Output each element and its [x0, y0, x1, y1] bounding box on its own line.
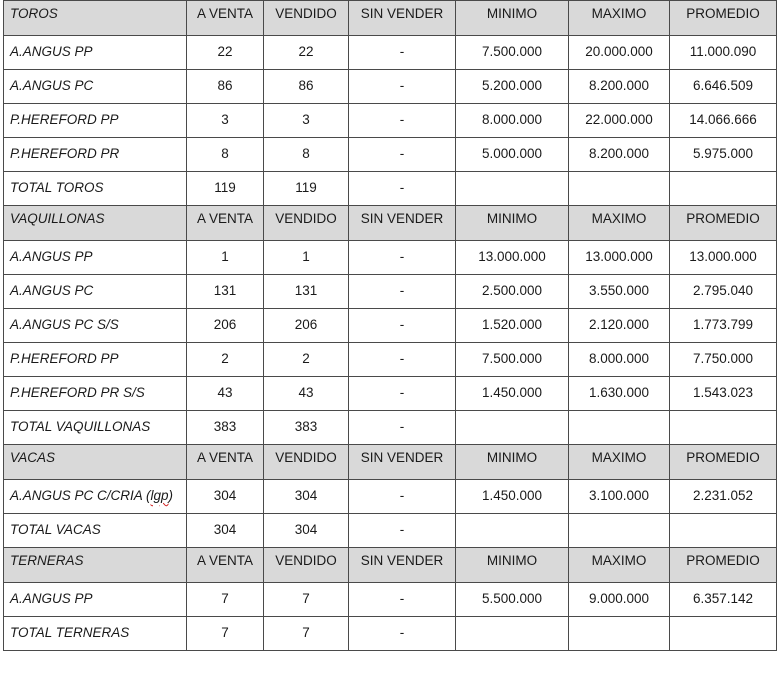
total-row-terneras	[4, 617, 777, 651]
col-header-sin-vender: SIN VENDER	[349, 548, 456, 583]
total-a-venta: 304	[187, 514, 264, 548]
sin-vender-cell: -	[349, 275, 456, 309]
col-header-a-venta: A VENTA	[187, 1, 264, 36]
row-name-end: )	[168, 488, 174, 503]
col-header-maximo: MAXIMO	[569, 548, 670, 583]
category-label: TOROS	[4, 1, 187, 36]
col-header-promedio: PROMEDIO	[670, 548, 777, 583]
sin-vender-cell: -	[349, 480, 456, 514]
empty-cell	[569, 617, 670, 651]
maximo-cell: 2.120.000	[569, 309, 670, 343]
empty-cell	[456, 411, 569, 445]
minimo-cell: 13.000.000	[456, 241, 569, 275]
minimo-cell: 5.500.000	[456, 583, 569, 617]
col-header-maximo: MAXIMO	[569, 445, 670, 480]
sin-vender-cell: -	[349, 377, 456, 411]
maximo-cell: 8.200.000	[569, 70, 670, 104]
empty-cell	[670, 617, 777, 651]
empty-cell	[569, 172, 670, 206]
empty-cell	[670, 411, 777, 445]
total-vendido: 383	[264, 411, 349, 445]
sin-vender-cell: -	[349, 138, 456, 172]
section-header-toros	[4, 1, 777, 36]
promedio-cell: 14.066.666	[670, 104, 777, 138]
minimo-cell: 5.000.000	[456, 138, 569, 172]
minimo-cell: 2.500.000	[456, 275, 569, 309]
vendido-cell: 86	[264, 70, 349, 104]
row-name: A.ANGUS PP	[4, 583, 187, 617]
col-header-vendido: VENDIDO	[264, 206, 349, 241]
row-name: A.ANGUS PP	[4, 36, 187, 70]
empty-cell	[456, 172, 569, 206]
maximo-cell: 1.630.000	[569, 377, 670, 411]
table-row	[4, 583, 777, 617]
total-sin-vender: -	[349, 411, 456, 445]
table-row	[4, 138, 777, 172]
col-header-a-venta: A VENTA	[187, 548, 264, 583]
table-row	[4, 343, 777, 377]
a-venta-cell: 131	[187, 275, 264, 309]
promedio-cell: 2.795.040	[670, 275, 777, 309]
minimo-cell: 5.200.000	[456, 70, 569, 104]
vendido-cell: 1	[264, 241, 349, 275]
a-venta-cell: 2	[187, 343, 264, 377]
col-header-vendido: VENDIDO	[264, 1, 349, 36]
row-name: A.ANGUS PC	[4, 70, 187, 104]
col-header-minimo: MINIMO	[456, 206, 569, 241]
category-label: TERNERAS	[4, 548, 187, 583]
col-header-sin-vender: SIN VENDER	[349, 445, 456, 480]
sin-vender-cell: -	[349, 309, 456, 343]
a-venta-cell: 86	[187, 70, 264, 104]
vendido-cell: 43	[264, 377, 349, 411]
total-row-vacas	[4, 514, 777, 548]
table-row	[4, 36, 777, 70]
total-row-vaquillonas	[4, 411, 777, 445]
empty-cell	[670, 514, 777, 548]
minimo-cell: 8.000.000	[456, 104, 569, 138]
row-name: P.HEREFORD PR	[4, 138, 187, 172]
minimo-cell: 1.520.000	[456, 309, 569, 343]
a-venta-cell: 7	[187, 583, 264, 617]
row-name: A.ANGUS PC	[4, 275, 187, 309]
vendido-cell: 206	[264, 309, 349, 343]
total-label: TOTAL TOROS	[4, 172, 187, 206]
total-sin-vender: -	[349, 172, 456, 206]
a-venta-cell: 22	[187, 36, 264, 70]
vendido-cell: 3	[264, 104, 349, 138]
table-row	[4, 241, 777, 275]
section-header-terneras	[4, 548, 777, 583]
empty-cell	[456, 514, 569, 548]
col-header-maximo: MAXIMO	[569, 1, 670, 36]
a-venta-cell: 3	[187, 104, 264, 138]
total-label: TOTAL TERNERAS	[4, 617, 187, 651]
empty-cell	[569, 514, 670, 548]
sin-vender-cell: -	[349, 104, 456, 138]
table-row	[4, 309, 777, 343]
promedio-cell: 13.000.000	[670, 241, 777, 275]
category-label: VACAS	[4, 445, 187, 480]
maximo-cell: 13.000.000	[569, 241, 670, 275]
total-vendido: 119	[264, 172, 349, 206]
vendido-cell: 2	[264, 343, 349, 377]
vendido-cell: 22	[264, 36, 349, 70]
vendido-cell: 7	[264, 583, 349, 617]
table-row	[4, 377, 777, 411]
table-row	[4, 104, 777, 138]
spellcheck-underlined-word: lgp	[150, 488, 169, 503]
row-name	[4, 480, 187, 514]
total-sin-vender: -	[349, 514, 456, 548]
a-venta-cell: 8	[187, 138, 264, 172]
total-label: TOTAL VAQUILLONAS	[4, 411, 187, 445]
a-venta-cell: 1	[187, 241, 264, 275]
sin-vender-cell: -	[349, 241, 456, 275]
empty-cell	[569, 411, 670, 445]
maximo-cell: 9.000.000	[569, 583, 670, 617]
empty-cell	[670, 172, 777, 206]
a-venta-cell: 304	[187, 480, 264, 514]
vendido-cell: 131	[264, 275, 349, 309]
a-venta-cell: 43	[187, 377, 264, 411]
minimo-cell: 1.450.000	[456, 480, 569, 514]
maximo-cell: 8.000.000	[569, 343, 670, 377]
minimo-cell: 7.500.000	[456, 343, 569, 377]
maximo-cell: 22.000.000	[569, 104, 670, 138]
row-name: A.ANGUS PC S/S	[4, 309, 187, 343]
category-label: VAQUILLONAS	[4, 206, 187, 241]
total-row-toros	[4, 172, 777, 206]
sin-vender-cell: -	[349, 36, 456, 70]
col-header-vendido: VENDIDO	[264, 445, 349, 480]
promedio-cell: 11.000.090	[670, 36, 777, 70]
total-sin-vender: -	[349, 617, 456, 651]
promedio-cell: 6.357.142	[670, 583, 777, 617]
col-header-sin-vender: SIN VENDER	[349, 1, 456, 36]
vendido-cell: 8	[264, 138, 349, 172]
table-row	[4, 275, 777, 309]
total-vendido: 7	[264, 617, 349, 651]
sin-vender-cell: -	[349, 343, 456, 377]
total-a-venta: 119	[187, 172, 264, 206]
maximo-cell: 3.550.000	[569, 275, 670, 309]
minimo-cell: 7.500.000	[456, 36, 569, 70]
row-name-main: A.ANGUS PC C/CRIA (	[10, 488, 151, 503]
minimo-cell: 1.450.000	[456, 377, 569, 411]
col-header-a-venta: A VENTA	[187, 206, 264, 241]
total-label: TOTAL VACAS	[4, 514, 187, 548]
col-header-sin-vender: SIN VENDER	[349, 206, 456, 241]
section-header-vaquillonas	[4, 206, 777, 241]
promedio-cell: 2.231.052	[670, 480, 777, 514]
promedio-cell: 5.975.000	[670, 138, 777, 172]
maximo-cell: 3.100.000	[569, 480, 670, 514]
empty-cell	[456, 617, 569, 651]
a-venta-cell: 206	[187, 309, 264, 343]
sin-vender-cell: -	[349, 583, 456, 617]
section-header-vacas	[4, 445, 777, 480]
sin-vender-cell: -	[349, 70, 456, 104]
total-vendido: 304	[264, 514, 349, 548]
vendido-cell: 304	[264, 480, 349, 514]
col-header-minimo: MINIMO	[456, 1, 569, 36]
col-header-maximo: MAXIMO	[569, 206, 670, 241]
col-header-minimo: MINIMO	[456, 445, 569, 480]
col-header-vendido: VENDIDO	[264, 548, 349, 583]
auction-results-table	[3, 0, 777, 651]
row-name: P.HEREFORD PP	[4, 104, 187, 138]
row-name: P.HEREFORD PP	[4, 343, 187, 377]
col-header-promedio: PROMEDIO	[670, 206, 777, 241]
table-row	[4, 70, 777, 104]
promedio-cell: 6.646.509	[670, 70, 777, 104]
maximo-cell: 20.000.000	[569, 36, 670, 70]
col-header-promedio: PROMEDIO	[670, 1, 777, 36]
table-row	[4, 480, 777, 514]
total-a-venta: 383	[187, 411, 264, 445]
row-name: A.ANGUS PP	[4, 241, 187, 275]
row-name: P.HEREFORD PR S/S	[4, 377, 187, 411]
promedio-cell: 1.773.799	[670, 309, 777, 343]
col-header-minimo: MINIMO	[456, 548, 569, 583]
col-header-promedio: PROMEDIO	[670, 445, 777, 480]
maximo-cell: 8.200.000	[569, 138, 670, 172]
col-header-a-venta: A VENTA	[187, 445, 264, 480]
promedio-cell: 1.543.023	[670, 377, 777, 411]
promedio-cell: 7.750.000	[670, 343, 777, 377]
total-a-venta: 7	[187, 617, 264, 651]
